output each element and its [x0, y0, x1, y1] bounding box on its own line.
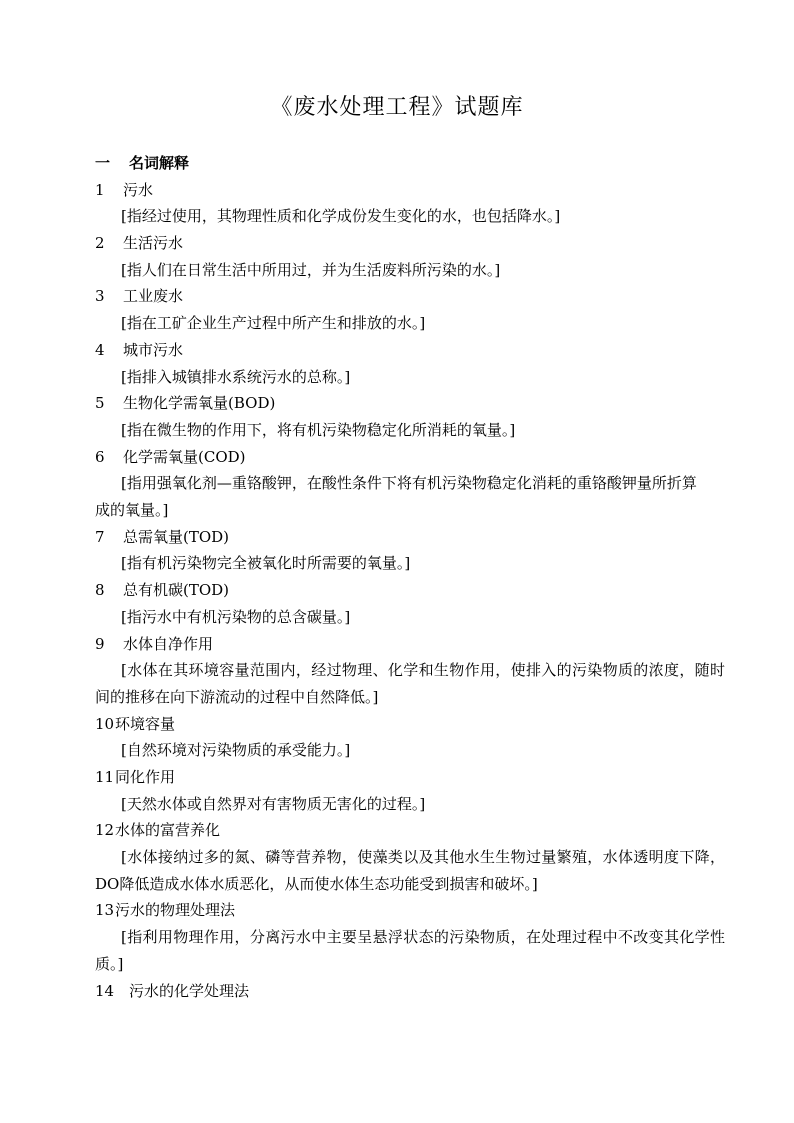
term-name: 水体的富营养化 — [115, 821, 221, 840]
term-item-6 — [95, 444, 725, 471]
term-number: 10 — [95, 714, 115, 733]
term-number: 3 — [95, 287, 105, 306]
term-definition: [指在工矿企业生产过程中所产生和排放的水。] — [121, 314, 426, 333]
term-definition: [指有机污染物完全被氧化时所需要的氧量。] — [121, 554, 411, 573]
term-name: 水体自净作用 — [123, 634, 214, 653]
term-name: 总需氧量(TOD) — [123, 527, 230, 546]
term-item-14 — [95, 978, 725, 1005]
term-item-8 — [95, 577, 725, 604]
term-item-5 — [95, 390, 725, 417]
term-item-4 — [95, 337, 725, 364]
term-definition: [水体在其环境容量范围内，经过物理、化学和生物作用，使排入的污染物质的浓度，随时间的推移在向下游流动的过程中自然降低。] — [95, 661, 725, 706]
term-definition-continuation: 成的氧量。] — [95, 501, 169, 520]
term-name: 城市污水 — [123, 340, 184, 359]
term-definition: [水体接纳过多的氮、磷等营养物，使藻类以及其他水生生物过量繁殖，水体透明度下降，DO降低造成水体水质恶化，从而使水体生态功能受到损害和破坏。] — [95, 848, 725, 893]
term-number: 13 — [95, 901, 115, 920]
term-item-12 — [95, 817, 725, 844]
term-definition: [指经过使用，其物理性质和化学成份发生变化的水，也包括降水。] — [121, 207, 561, 226]
term-item-9 — [95, 631, 725, 658]
term-number: 6 — [95, 447, 105, 466]
term-number: 4 — [95, 340, 105, 359]
term-item-2 — [95, 230, 725, 257]
term-item-3 — [95, 283, 725, 310]
term-definition: [指用强氧化剂—重铬酸钾，在酸性条件下将有机污染物稳定化消耗的重铬酸钾量所折算 — [121, 474, 697, 493]
term-name: 生物化学需氧量(BOD) — [123, 394, 276, 413]
term-name: 污水的物理处理法 — [115, 901, 236, 920]
term-item-11 — [95, 764, 725, 791]
term-number: 9 — [95, 634, 105, 653]
term-name: 化学需氧量(COD) — [123, 447, 246, 466]
term-item-1 — [95, 177, 725, 204]
section-heading — [95, 150, 725, 177]
term-definition: [指人们在日常生活中所用过，并为生活废料所污染的水。] — [121, 260, 501, 279]
term-number: 8 — [95, 581, 105, 600]
term-number: 5 — [95, 394, 105, 413]
section-number: 一 — [95, 154, 111, 172]
term-number: 7 — [95, 527, 105, 546]
term-number: 11 — [95, 768, 115, 786]
term-number: 12 — [95, 821, 115, 840]
term-number: 14 — [95, 981, 115, 1000]
term-item-13 — [95, 897, 725, 924]
term-item-7 — [95, 524, 725, 551]
term-name: 同化作用 — [115, 768, 176, 786]
term-number: 2 — [95, 234, 105, 253]
term-definition: [指在微生物的作用下，将有机污染物稳定化所消耗的氧量。] — [121, 420, 516, 439]
term-number: 1 — [95, 180, 105, 199]
term-name: 污水的化学处理法 — [129, 981, 250, 1000]
document-title: 《废水处理工程》试题库 — [270, 95, 524, 120]
term-name: 生活污水 — [123, 234, 184, 253]
term-name: 环境容量 — [115, 714, 176, 733]
term-name: 总有机碳(TOD) — [123, 581, 230, 600]
term-name: 污水 — [123, 180, 154, 199]
term-definition: [天然水体或自然界对有害物质无害化的过程。] — [121, 794, 426, 813]
term-name: 工业废水 — [123, 287, 184, 306]
term-item-10 — [95, 711, 725, 738]
document-body — [95, 150, 725, 1004]
term-definition: [指排入城镇排水系统污水的总称。] — [121, 367, 351, 386]
term-definition: [指污水中有机污染物的总含碳量。] — [121, 607, 351, 626]
term-definition: [指利用物理作用，分离污水中主要呈悬浮状态的污染物质，在处理过程中不改变其化学性质。] — [95, 928, 725, 973]
section-title: 名词解释 — [129, 154, 190, 172]
term-definition: [自然环境对污染物质的承受能力。] — [121, 741, 351, 760]
